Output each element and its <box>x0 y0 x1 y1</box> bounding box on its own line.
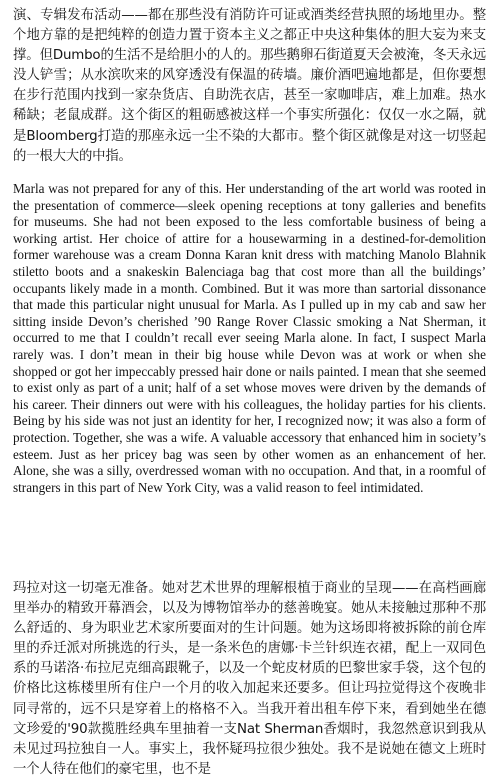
chinese-paragraph-bottom: 玛拉对这一切毫无准备。她对艺术世界的理解根植于商业的呈现——在高档画廊里举办的精致开幕酒会，以及为博物馆举办的慈善晚宴。她从未接触过那种不那么舒适的、身为职业艺术家所要面对的生计问题。她为这场即将被拆除的前仓库里的乔迁派对所挑选的行头，是一条米色的唐娜·卡兰针织连衣裙，配上一双同色系的马诺洛·布拉尼克细高跟靴子，以及一个蛇皮材质的巴黎世家手袋，这个包的价格比这栋楼里所有住户一个月的收入加起来还要多。但让玛拉觉得这个夜晚非同寻常的，远不只是穿着上的格格不入。当我开着出租车停下来，看到她坐在德文珍爱的'90款揽胜经典车里抽着一支Nat Sherman香烟时，我忽然意识到我从未见过玛拉独自一人。事实上，我怀疑玛拉很少独处。我不是说她在德文上班时一个人待在他们的豪宅里，也不是 <box>13 581 486 777</box>
english-paragraph: Marla was not prepared for any of this. Her understanding of the art world was rooted in the presentation of commerce—sleek opening receptions at tony galleries and benefits for museums. She had not been exposed to the less comfortable business of being a working artist. Her choice of attire for a housewarming in a destined-for-demolition former warehouse was a cream Donna Karan knit dress with matching Manolo Blahnik stiletto boots and a snakeskin Balenciaga bag that cost more than all the buildings’ occupants likely made in a month. Combined. But it was more than sartorial dissonance that made this particular night unusual for Marla. As I pulled up in my cab and saw her sitting inside Devon’s cherished ’90 Range Rover Classic smoking a Nat Sherman, it occurred to me that I couldn’t recall ever seeing Marla alone. In fact, I suspect Marla rarely was. I don’t mean in their big house while Devon was at work or when she shopped or got her impeccably pressed hair done or nails painted. I mean that she seemed to exist only as part of a unit; half of a set whose moves were driven by the demands of his career. Their dinners out were with his colleagues, the holiday parties for his clients. Being by his side was not just an identity for her, I recognized now; it was also a form of protection. Together, she was a wife. A valuable accessory that enhanced him in society’s esteem. Just as her pricey bag was seen by other women as an enhancement of her. Alone, she was a silly, overdressed woman with no occupation. And that, in a roomful of strangers in this part of New York City, was a valid reason to feel intimidated. <box>13 181 486 495</box>
chinese-paragraph-top: 演、专辑发布活动——都在那些没有消防许可证或酒类经营执照的场地里办。整个地方靠的是把纯粹的创造力置于资本主义之都正中央这种集体的胆大妄为来支撑。但Dumbo的生活不是给胆小的人的。那些鹅卵石街道夏天会被淹，冬天永远没人铲雪；从水滨吹来的风穿透没有保温的砖墙。廉价酒吧遍地都是，但你要想在步行范围内找到一家杂货店、自助洗衣店，甚至一家咖啡店，难上加难。热水稀缺；老鼠成群。这个街区的粗砺感被这样一个事实所强化：仅仅一水之隔，就是Bloomberg打造的那座永远一尘不染的大都市。整个街区就像是对这一切竖起的一根大大的中指。 <box>13 8 486 164</box>
